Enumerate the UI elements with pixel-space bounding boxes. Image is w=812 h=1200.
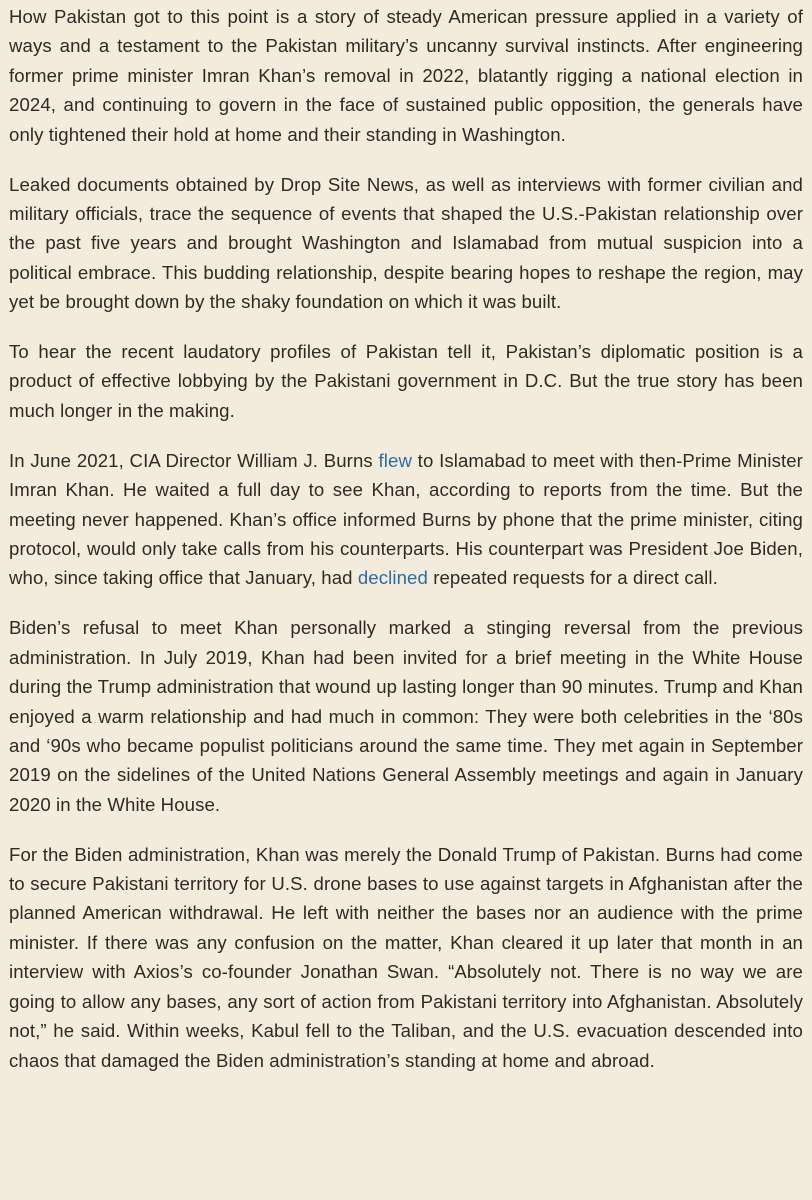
paragraph-text: Biden’s refusal to meet Khan personally marked a stinging reversal from the previous administration. In July 2019, Khan had been invited for a brief meeting in the White House during the Trump administration that wound up lasting longer than 90 minutes. Trump and Khan enjoyed a warm relationship and had much in common: They were both celebrities in the ‘80s and ‘90s who became populist politicians around the same time. They met again in September 2019 on the sidelines of the United Nations General Assembly meetings and again in January 2020 in the White House. [9,617,803,815]
paragraph-text: How Pakistan got to this point is a story of steady American pressure applied in a variety of ways and a testament to the Pakistan military’s uncanny survival instincts. After engineering former prime minister Imran Khan’s removal in 2022, blatantly rigging a national election in 2024, and continuing to govern in the face of sustained public opposition, the generals have only tightened their hold at home and their standing in Washington. [9,6,803,145]
paragraph-1 [9,2,803,149]
paragraph-2 [9,170,803,317]
link-declined[interactable]: declined [357,567,428,589]
paragraph-text: To hear the recent laudatory profiles of Pakistan tell it, Pakistan’s diplomatic position is a product of effective lobbying by the Pakistani government in D.C. But the true story has been much longer in the making. [9,341,803,421]
paragraph-text: In June 2021, CIA Director William J. Burns [9,449,379,471]
paragraph-5 [9,613,803,819]
paragraph-text: Leaked documents obtained by Drop Site News, as well as interviews with former civilian and military officials, trace the sequence of events that shaped the U.S.-Pakistan relationship over the past five years and brought Washington and Islamabad from mutual suspicion into a political embrace. This budding relationship, despite bearing hopes to reshape the region, may yet be brought down by the shaky foundation on which it was built. [9,173,803,313]
link-flew[interactable]: flew [378,449,412,471]
paragraph-4 [9,446,803,593]
paragraph-6 [9,840,803,1075]
paragraph-text: For the Biden administration, Khan was merely the Donald Trump of Pakistan. Burns had come to secure Pakistani territory for U.S. drone bases to use against targets in Afghanistan after the planned American withdrawal. He left with neither the bases nor an audience with the prime minister. If there was any confusion on the matter, Khan cleared it up later that month in an interview with Axios’s co-founder Jonathan Swan. “Absolutely not. There is no way we are going to allow any bases, any sort of action from Pakistani territory into Afghanistan. Absolutely not,” he said. Within weeks, Kabul fell to the Taliban, and the U.S. evacuation descended into chaos that damaged the Biden administration’s standing at home and abroad. [9,843,803,1071]
paragraph-text: repeated requests for a direct call. [427,567,718,589]
paragraph-3 [9,337,803,425]
paragraph-text: to Islamabad to meet with then-Prime Minister Imran Khan. He waited a full day to see Khan, according to reports from the time. But the meeting never happened. Khan’s office informed Burns by phone that the prime minister, citing protocol, would only take calls from his counterparts. His counterpart was President Joe Biden, who, since taking office that January, had [9,449,803,589]
